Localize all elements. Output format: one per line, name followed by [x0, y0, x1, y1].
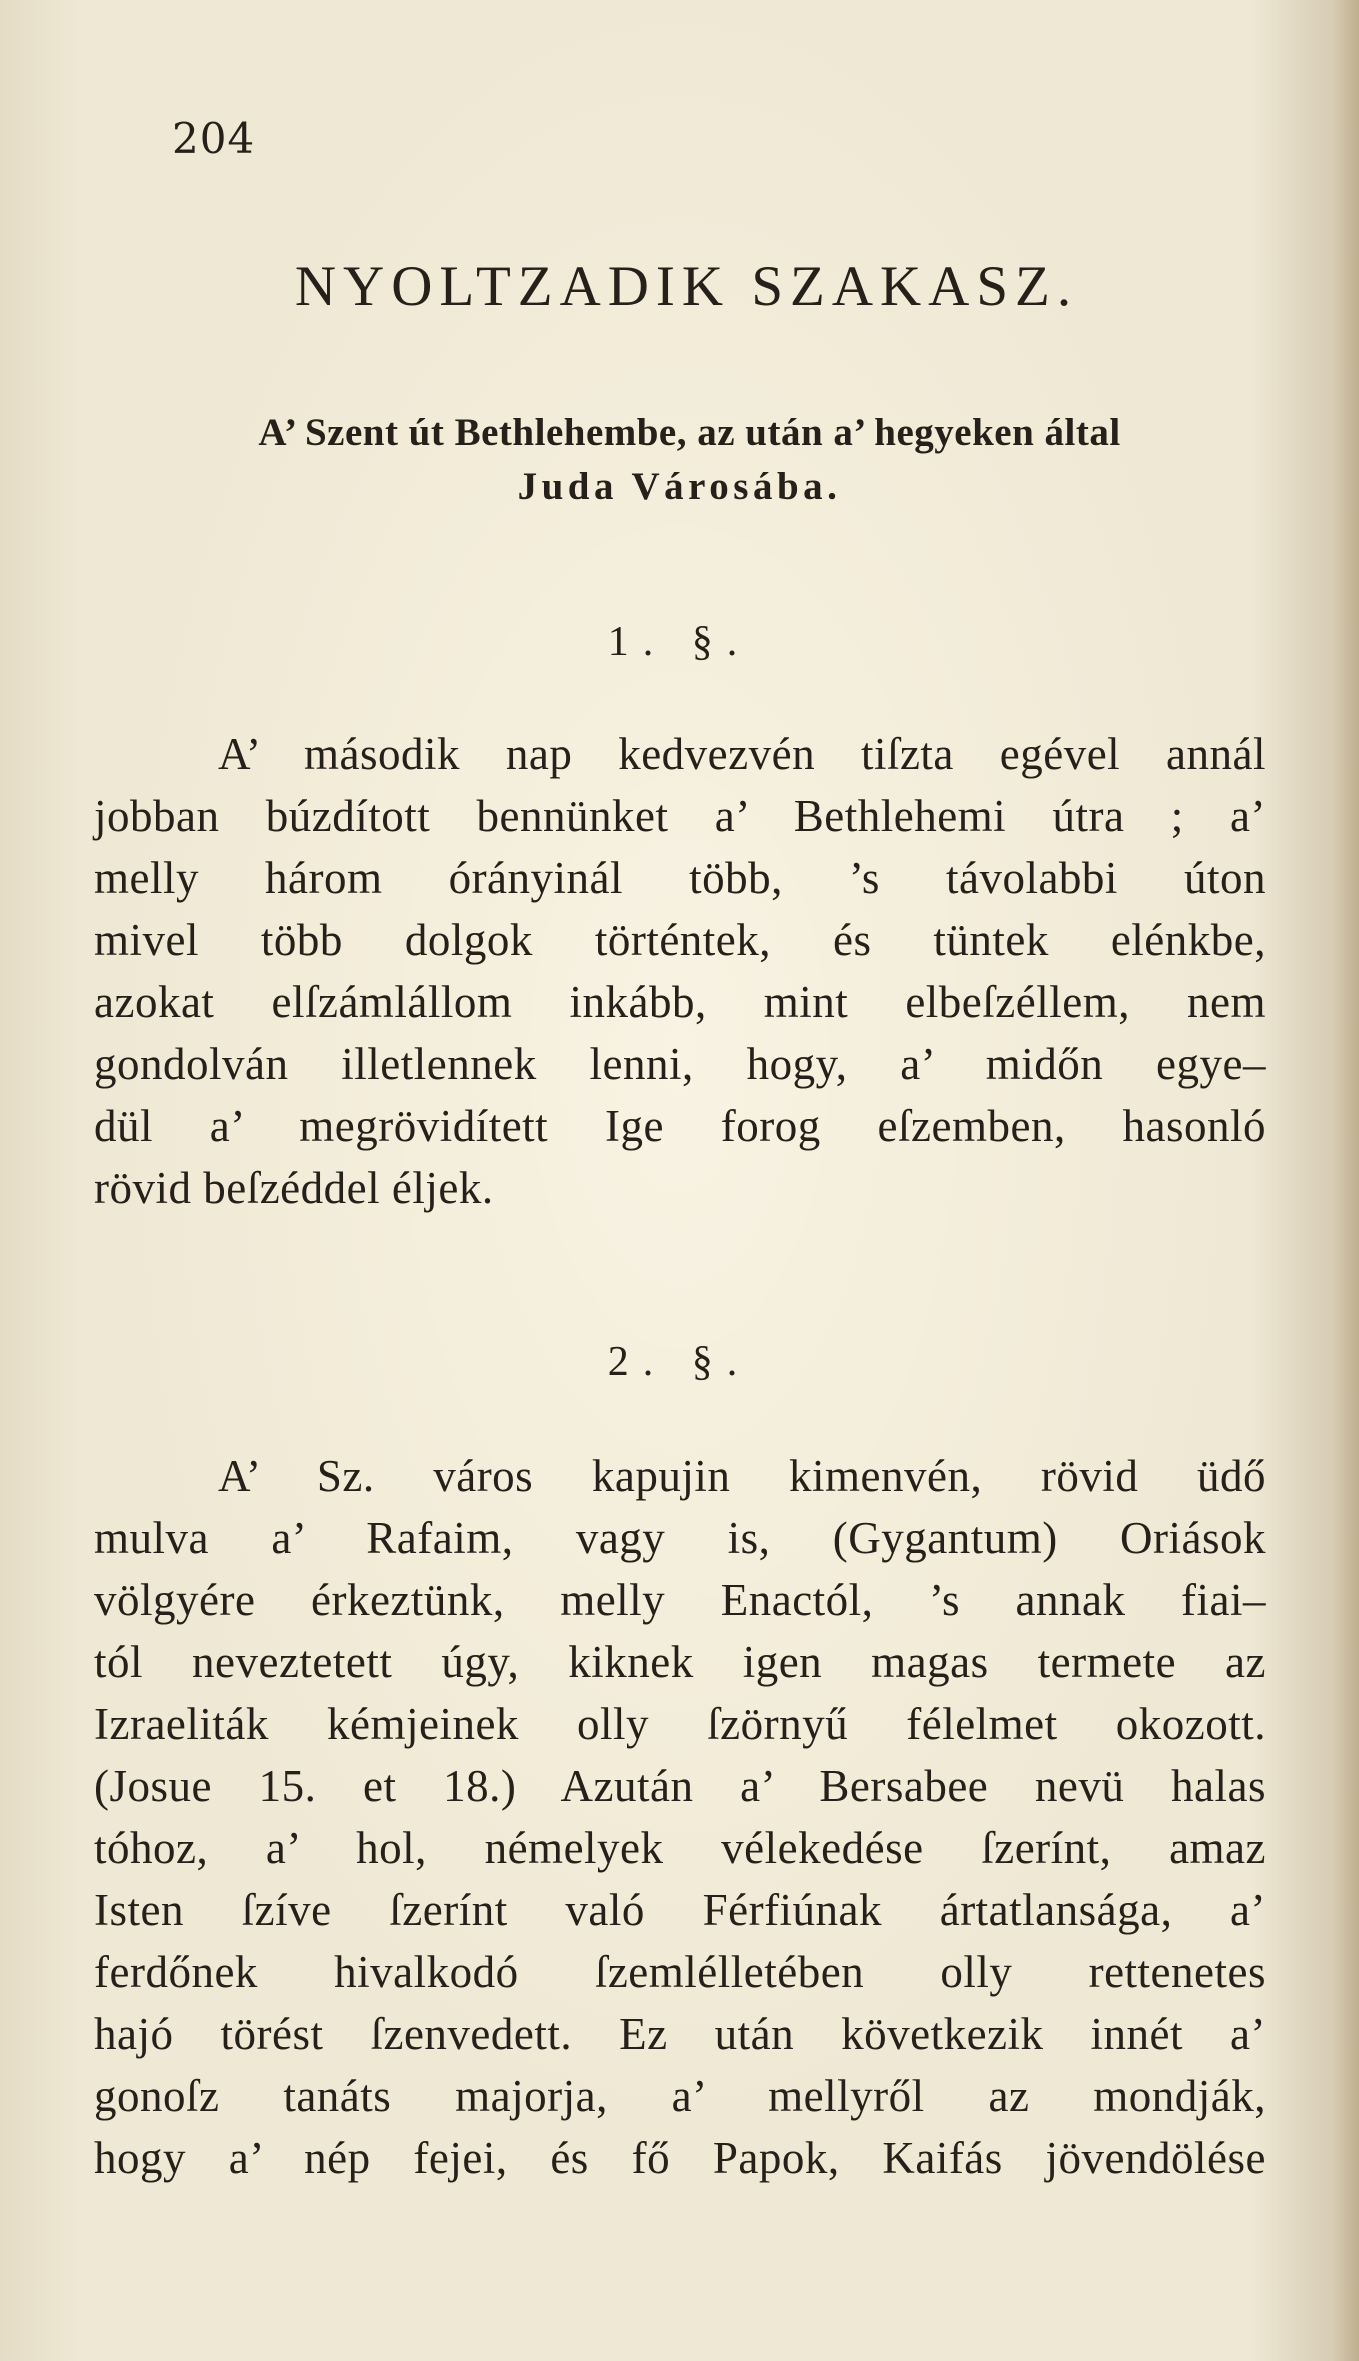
paragraph-line: jobban búzdított bennünket a’ Bethlehemi útra ; a’ [94, 791, 1266, 841]
paragraph-line: dül a’ megrövidített Ige forog eſzemben, hasonló [94, 1101, 1266, 1151]
paragraph-line: rövid beſzéddel éljek. [94, 1163, 494, 1213]
paragraph-line: mulva a’ Rafaim, vagy is, (Gygantum) Oriások [94, 1513, 1266, 1563]
paragraph-line: ferdőnek hivalkodó ſzemlélletében olly rettenetes [94, 1947, 1266, 1997]
paragraph-line: gondolván illetlennek lenni, hogy, a’ midőn egye– [94, 1039, 1266, 1089]
paragraph-line: Izraeliták kémjeinek olly ſzörnyű félelmet okozott. [94, 1699, 1266, 1749]
paragraph-line: azokat elſzámlállom inkább, mint elbeſzéllem, nem [94, 977, 1266, 1027]
chapter-subtitle-line-2: Juda Városába. [517, 465, 842, 508]
page-number: 204 [172, 114, 256, 163]
paragraph-line: gonoſz tanáts majorja, a’ mellyről az mondják, [94, 2071, 1266, 2121]
paragraph-line: (Josue 15. et 18.) Azután a’ Bersabee nevü halas [94, 1761, 1266, 1811]
paragraph-line: tól neveztetett úgy, kiknek igen magas termete az [94, 1637, 1266, 1687]
paragraph-line: A’ Sz. város kapujin kimenvén, rövid üdő [218, 1451, 1266, 1501]
paragraph-line: mivel több dolgok történtek, és tüntek elénkbe, [94, 915, 1266, 965]
paragraph-line: hajó törést ſzenvedett. Ez után következik innét a’ [94, 2009, 1266, 2059]
section-heading-1: 1. §. [607, 619, 752, 665]
section-heading-2: 2. §. [607, 1339, 752, 1385]
paragraph-line: melly három órányinál több, ’s távolabbi úton [94, 853, 1266, 903]
chapter-title: NYOLTZADIK SZAKASZ. [294, 255, 1079, 318]
chapter-subtitle-line-1: A’ Szent út Bethlehembe, az után a’ hegyeken által [258, 411, 1121, 454]
paragraph-line: völgyére érkeztünk, melly Enactól, ’s annak fiai– [94, 1575, 1266, 1625]
paragraph-line: A’ második nap kedvezvén tiſzta egével annál [218, 729, 1266, 779]
paragraph-line: tóhoz, a’ hol, némelyek vélekedése ſzerínt, amaz [94, 1823, 1266, 1873]
page-edge-shadow [1333, 0, 1359, 2361]
paragraph-line: Isten ſzíve ſzerínt való Férfiúnak ártatlansága, a’ [94, 1885, 1266, 1935]
paragraph-line: hogy a’ nép fejei, és fő Papok, Kaifás jövendölése [94, 2133, 1266, 2183]
